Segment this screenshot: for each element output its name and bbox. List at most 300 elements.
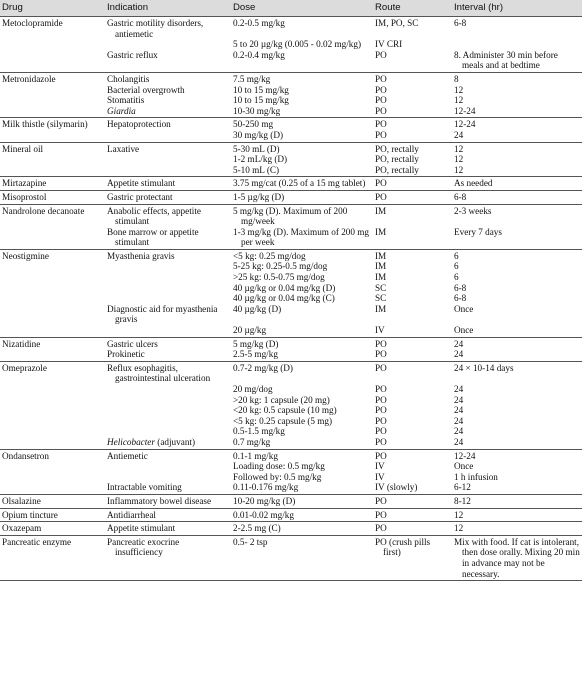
dose-text: >20 kg: 1 capsule (20 mg) (233, 394, 330, 405)
indication-cell (105, 325, 231, 337)
indication-cell (105, 165, 231, 177)
drug-cell (0, 293, 105, 304)
interval-cell (452, 449, 582, 461)
dose-text: 10 to 15 mg/kg (233, 84, 289, 95)
interval-text: 6-8 (454, 293, 467, 304)
route-cell (373, 165, 452, 177)
dose-cell (231, 72, 373, 84)
route-cell (373, 508, 452, 522)
dose-text: <5 kg: 0.25 capsule (5 mg) (233, 415, 333, 426)
indication-text: Gastric ulcers (107, 338, 158, 349)
drug-cell: Nandrolone decanoate (0, 204, 105, 227)
route-text: PO (375, 129, 387, 140)
interval-cell (452, 95, 582, 106)
route-text: IM, PO, SC (375, 18, 419, 28)
interval-cell (452, 130, 582, 142)
route-text: PO (375, 95, 387, 106)
dose-text: Loading dose: 0.5 mg/kg (233, 461, 325, 472)
route-text: PO, rectally (375, 164, 419, 175)
interval-cell (452, 106, 582, 118)
drug-cell (0, 461, 105, 472)
interval-text: 24 (454, 349, 464, 360)
interval-cell (452, 190, 582, 204)
indication-cell (105, 508, 231, 522)
indication-cell (105, 154, 231, 165)
dose-text: 10 to 15 mg/kg (233, 95, 289, 106)
indication-text: Anabolic effects, appetite stimulant (107, 205, 201, 227)
route-cell (373, 261, 452, 272)
drug-cell: Metoclopramide (0, 17, 105, 40)
interval-cell (452, 461, 582, 472)
table-row (0, 325, 582, 337)
drug-cell: Mirtazapine (0, 177, 105, 191)
indication-cell (105, 17, 231, 40)
table-row (0, 249, 582, 261)
interval-cell (452, 508, 582, 522)
interval-cell (452, 293, 582, 304)
table-row (0, 361, 582, 384)
route-cell (373, 106, 452, 118)
table-body (0, 17, 582, 581)
indication-text: Intractable vomiting (107, 482, 182, 493)
route-cell (373, 50, 452, 73)
drug-cell (0, 227, 105, 250)
dose-text: 0.7 mg/kg (233, 436, 271, 447)
dose-cell (231, 535, 373, 580)
indication-cell (105, 416, 231, 427)
drug-cell: Nizatidine (0, 337, 105, 349)
table-row (0, 337, 582, 349)
dose-text: 5 to 20 µg/kg (0.005 - 0.02 mg/kg) (233, 39, 362, 50)
drug-cell (0, 272, 105, 283)
dose-cell (231, 337, 373, 349)
dose-cell (231, 130, 373, 142)
drug-cell (0, 395, 105, 406)
route-text: IV (375, 471, 385, 482)
drug-cell: Neostigmine (0, 249, 105, 261)
table-row (0, 142, 582, 154)
drug-cell (0, 325, 105, 337)
interval-text: 8-12 (454, 495, 471, 506)
dose-text: 5-25 kg: 0.25-0.5 mg/dog (233, 261, 328, 272)
indication-text: Gastric motility disorders, antiemetic (107, 18, 204, 39)
interval-text: 24 (454, 338, 464, 349)
dose-text: 40 µg/kg (D) (233, 303, 282, 314)
interval-cell (452, 361, 582, 384)
drug-cell: Ondansetron (0, 449, 105, 461)
dose-cell (231, 325, 373, 337)
interval-cell (452, 283, 582, 294)
indication-cell (105, 190, 231, 204)
dose-cell (231, 177, 373, 191)
table-row (0, 39, 582, 50)
interval-cell (452, 325, 582, 337)
indication-cell (105, 50, 231, 73)
drug-cell: Oxazepam (0, 522, 105, 536)
interval-cell (452, 416, 582, 427)
interval-text: 24 × 10-14 days (454, 362, 514, 373)
interval-text: 6-8 (454, 191, 467, 202)
route-text: PO (375, 84, 387, 95)
interval-text: 12 (454, 523, 464, 534)
interval-text: 24 (454, 415, 464, 426)
interval-text: 24 (454, 436, 464, 447)
dose-text: 30 mg/kg (D) (233, 129, 284, 140)
interval-text: 8. Administer 30 min before meals and at bedtime (454, 49, 558, 71)
indication-cell (105, 405, 231, 416)
table-row (0, 426, 582, 437)
interval-text: 8 (454, 73, 459, 84)
interval-text: 6-8 (454, 282, 467, 293)
indication-text: Stomatitis (107, 95, 145, 106)
dose-text: Followed by: 0.5 mg/kg (233, 471, 322, 482)
dose-cell (231, 272, 373, 283)
dose-text: 0.5- 2 tsp (233, 536, 268, 547)
table-row (0, 494, 582, 508)
dose-cell (231, 227, 373, 250)
interval-cell (452, 50, 582, 73)
table-row (0, 17, 582, 40)
drug-cell (0, 39, 105, 50)
route-text: IV (slowly) (375, 482, 418, 493)
dose-text: 40 µg/kg or 0.04 mg/kg (D) (233, 282, 336, 293)
table-row (0, 272, 582, 283)
interval-text: Once (454, 325, 474, 336)
interval-cell (452, 118, 582, 130)
interval-text: 24 (454, 405, 464, 416)
interval-cell (452, 304, 582, 325)
indication-cell (105, 535, 231, 580)
interval-cell (452, 384, 582, 395)
dose-cell (231, 437, 373, 449)
dose-cell (231, 261, 373, 272)
route-text: IM (375, 272, 387, 283)
table-row (0, 461, 582, 472)
route-cell (373, 472, 452, 483)
interval-cell (452, 426, 582, 437)
dose-cell (231, 349, 373, 361)
drug-cell (0, 85, 105, 96)
route-text: IM (375, 261, 387, 272)
table-row (0, 283, 582, 294)
route-text: IM (375, 303, 387, 314)
table-row (0, 535, 582, 580)
route-text: PO (375, 191, 387, 202)
drug-cell: Opium tincture (0, 508, 105, 522)
interval-text: 6 (454, 250, 459, 261)
indication-text: Myasthenia gravis (107, 250, 175, 261)
interval-text: 12 (454, 509, 464, 520)
interval-text: 12 (454, 95, 464, 106)
indication-cell (105, 449, 231, 461)
indication-text: Antiemetic (107, 450, 148, 461)
interval-cell (452, 522, 582, 536)
indication-text: Gastric protectant (107, 191, 173, 202)
drug-cell (0, 384, 105, 395)
drug-cell (0, 283, 105, 294)
route-cell (373, 449, 452, 461)
dose-cell (231, 165, 373, 177)
interval-cell (452, 17, 582, 40)
dose-cell (231, 39, 373, 50)
interval-cell (452, 472, 582, 483)
drug-cell: Mineral oil (0, 142, 105, 154)
interval-cell (452, 142, 582, 154)
dose-cell (231, 472, 373, 483)
interval-cell (452, 204, 582, 227)
drug-cell (0, 472, 105, 483)
indication-cell (105, 384, 231, 395)
route-text: PO, rectally (375, 143, 419, 154)
dose-text: 2-2.5 mg (C) (233, 523, 281, 534)
dose-text: <5 kg: 0.25 mg/dog (233, 250, 306, 261)
indication-cell (105, 72, 231, 84)
indication-cell (105, 39, 231, 50)
dose-cell (231, 384, 373, 395)
drug-cell (0, 437, 105, 449)
route-cell (373, 227, 452, 250)
interval-text: 6 (454, 261, 459, 272)
indication-rest: (adjuvant) (154, 436, 196, 447)
route-cell (373, 349, 452, 361)
table-row (0, 130, 582, 142)
drug-cell (0, 154, 105, 165)
route-cell (373, 142, 452, 154)
drug-cell: Pancreatic enzyme (0, 535, 105, 580)
indication-text: Cholangitis (107, 73, 150, 84)
route-cell (373, 190, 452, 204)
indication-cell (105, 293, 231, 304)
route-cell (373, 405, 452, 416)
indication-cell (105, 437, 231, 449)
route-cell (373, 85, 452, 96)
dose-text: 40 µg/kg or 0.04 mg/kg (C) (233, 293, 335, 304)
interval-text: 12-24 (454, 119, 476, 130)
drug-cell (0, 106, 105, 118)
interval-cell (452, 405, 582, 416)
dose-text: 20 µg/kg (233, 325, 267, 336)
drug-cell (0, 416, 105, 427)
dose-cell (231, 449, 373, 461)
route-cell (373, 426, 452, 437)
interval-text: 12 (454, 143, 464, 154)
route-cell (373, 325, 452, 337)
route-text: IV (375, 325, 385, 336)
header-drug: Drug (0, 0, 105, 17)
interval-text: 24 (454, 394, 464, 405)
route-text: PO (375, 394, 387, 405)
interval-cell (452, 85, 582, 96)
route-text: IM (375, 250, 387, 261)
dose-cell (231, 17, 373, 40)
dose-text: 0.5-1.5 mg/kg (233, 426, 285, 437)
indication-cell (105, 361, 231, 384)
indication-cell (105, 261, 231, 272)
dose-text: 2.5-5 mg/kg (233, 349, 278, 360)
table-row (0, 405, 582, 416)
dose-text: 0.01-0.02 mg/kg (233, 509, 294, 520)
header-interval: Interval (hr) (452, 0, 582, 17)
drug-cell (0, 130, 105, 142)
route-text: IM (375, 226, 387, 237)
dose-cell (231, 395, 373, 406)
route-text: PO (375, 178, 387, 189)
route-text: PO (375, 415, 387, 426)
table-row (0, 508, 582, 522)
indication-cell (105, 426, 231, 437)
interval-cell (452, 535, 582, 580)
interval-text: 1 h infusion (454, 471, 498, 482)
indication-text: Antidiarrheal (107, 509, 156, 520)
drug-cell (0, 482, 105, 494)
dose-cell (231, 304, 373, 325)
route-text: PO (375, 362, 387, 373)
drug-cell (0, 426, 105, 437)
indication-cell (105, 272, 231, 283)
table-row (0, 261, 582, 272)
route-text: IV (375, 461, 385, 472)
route-cell (373, 461, 452, 472)
interval-text: 6 (454, 272, 459, 283)
interval-cell (452, 494, 582, 508)
interval-text: 12 (454, 84, 464, 95)
dose-cell (231, 461, 373, 472)
indication-cell (105, 494, 231, 508)
route-cell (373, 293, 452, 304)
route-text: SC (375, 293, 387, 304)
route-text: SC (375, 282, 387, 293)
indication-cell (105, 85, 231, 96)
route-cell (373, 535, 452, 580)
interval-text: 2-3 weeks (454, 205, 492, 216)
indication-cell (105, 337, 231, 349)
dose-cell (231, 283, 373, 294)
indication-text: Reflux esophagitis, gastrointestinal ulceration (107, 362, 211, 384)
interval-text: Every 7 days (454, 226, 502, 237)
drug-cell: Omeprazole (0, 361, 105, 384)
indication-cell (105, 522, 231, 536)
dose-text: 5 mg/kg (D) (233, 338, 279, 349)
indication-cell (105, 177, 231, 191)
route-text: PO (375, 450, 387, 461)
table-row (0, 449, 582, 461)
dose-text: 10-30 mg/kg (233, 105, 281, 116)
interval-cell (452, 437, 582, 449)
indication-cell (105, 227, 231, 250)
route-text: PO, rectally (375, 154, 419, 165)
interval-cell (452, 154, 582, 165)
route-cell (373, 272, 452, 283)
dose-text: >25 kg: 0.5-0.75 mg/dog (233, 272, 325, 283)
table-row (0, 472, 582, 483)
drug-cell (0, 304, 105, 325)
indication-text: Inflammatory bowel disease (107, 495, 212, 506)
interval-text: Mix with food. If cat is intolerant, then dose orally. Mixing 20 min in advance may not be necessary. (454, 536, 580, 579)
interval-cell (452, 165, 582, 177)
interval-text: Once (454, 461, 474, 472)
drug-cell: Olsalazine (0, 494, 105, 508)
route-text: PO (375, 495, 387, 506)
indication-text: Bacterial overgrowth (107, 84, 185, 95)
interval-text: 12-24 (454, 105, 476, 116)
table-row (0, 227, 582, 250)
route-text: PO (375, 523, 387, 534)
indication-cell (105, 142, 231, 154)
interval-cell (452, 349, 582, 361)
route-cell (373, 283, 452, 294)
route-cell (373, 384, 452, 395)
table-row (0, 384, 582, 395)
indication-text: Appetite stimulant (107, 178, 176, 189)
dose-cell (231, 426, 373, 437)
dose-text: 5-30 mL (D) (233, 143, 280, 154)
interval-text: 24 (454, 384, 464, 394)
route-text: PO (375, 73, 387, 84)
indication-cell (105, 304, 231, 325)
route-text: PO (375, 119, 387, 130)
dose-text: 0.1-1 mg/kg (233, 450, 278, 461)
interval-text: 24 (454, 129, 464, 140)
dose-text: 0.11-0.176 mg/kg (233, 482, 299, 493)
table-row (0, 165, 582, 177)
interval-cell (452, 177, 582, 191)
dose-cell (231, 249, 373, 261)
interval-cell (452, 39, 582, 50)
interval-cell (452, 72, 582, 84)
interval-cell (452, 227, 582, 250)
table-row (0, 72, 582, 84)
indication-text: Diagnostic aid for myasthenia gravis (107, 303, 218, 325)
indication-text: Appetite stimulant (107, 523, 176, 534)
route-cell (373, 130, 452, 142)
route-text: PO (crush pills first) (375, 536, 431, 558)
header-indication: Indication (105, 0, 231, 17)
drug-cell: Metronidazole (0, 72, 105, 84)
drug-cell (0, 50, 105, 73)
route-cell (373, 416, 452, 427)
dose-text: 50-250 mg (233, 119, 274, 130)
route-text: IM (375, 205, 387, 216)
dose-text: 20 mg/dog (233, 384, 273, 394)
route-cell (373, 39, 452, 50)
indication-cell (105, 118, 231, 130)
indication-cell (105, 204, 231, 227)
indication-text: Hepatoprotection (107, 119, 171, 130)
interval-cell (452, 261, 582, 272)
table-header (0, 0, 582, 17)
header-dose: Dose (231, 0, 373, 17)
interval-text: 12 (454, 164, 464, 175)
interval-text: 6-8 (454, 18, 467, 28)
dose-text: 1-3 mg/kg (D). Maximum of 200 mg per week (233, 226, 370, 248)
route-text: PO (375, 509, 387, 520)
route-cell (373, 17, 452, 40)
route-cell (373, 437, 452, 449)
indication-cell (105, 461, 231, 472)
indication-cell (105, 482, 231, 494)
dose-cell (231, 85, 373, 96)
dose-cell (231, 50, 373, 73)
indication-cell (105, 106, 231, 118)
drug-cell (0, 165, 105, 177)
route-cell (373, 118, 452, 130)
dose-cell (231, 482, 373, 494)
dose-cell (231, 494, 373, 508)
route-cell (373, 395, 452, 406)
route-cell (373, 72, 452, 84)
drug-cell: Misoprostol (0, 190, 105, 204)
table-row (0, 437, 582, 449)
